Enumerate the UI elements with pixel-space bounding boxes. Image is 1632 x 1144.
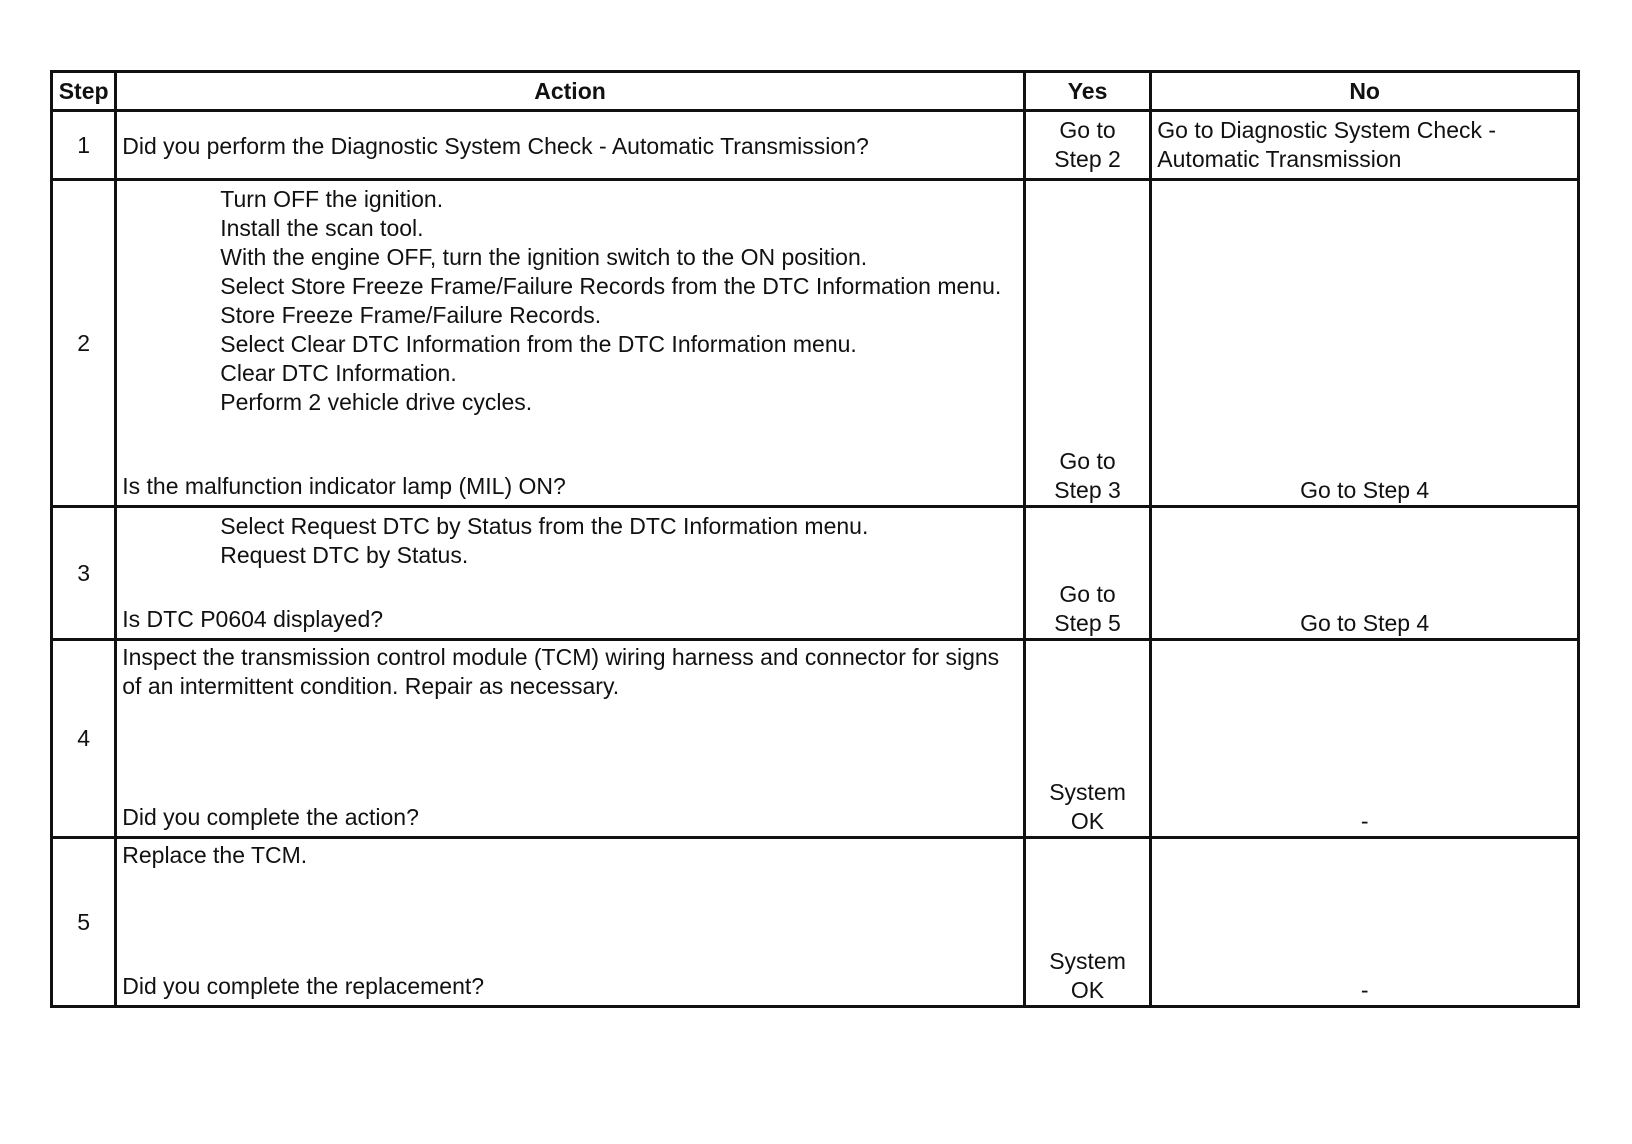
yes-line: Go to <box>1059 448 1116 474</box>
action-question: Is the malfunction indicator lamp (MIL) ON? <box>122 473 566 499</box>
table-row <box>52 838 1579 1007</box>
sub-step: Turn OFF the ignition. <box>220 186 444 212</box>
header-yes: Yes <box>1024 72 1150 111</box>
table-row <box>52 507 1579 640</box>
yes-line: OK <box>1070 977 1105 1003</box>
table-row <box>52 180 1579 507</box>
action-cell <box>116 640 1025 838</box>
sub-step: Perform 2 vehicle drive cycles. <box>220 389 533 415</box>
table-row <box>52 111 1579 180</box>
action-text: Inspect the transmission control module (TCM) wiring harness and connector for signs of an intermittent condition. Repair as necessary. <box>122 644 1000 699</box>
no-line: Go to Step 4 <box>1300 610 1430 636</box>
sub-step: Select Request DTC by Status from the DTC Information menu. <box>220 513 869 539</box>
step-number: 1 <box>52 111 116 180</box>
no-line: - <box>1360 808 1369 834</box>
yes-line: Step 2 <box>1054 146 1121 172</box>
header-action: Action <box>116 72 1025 111</box>
yes-cell <box>1024 640 1150 838</box>
header-row <box>52 72 1579 111</box>
yes-line: Go to <box>1059 117 1116 143</box>
action-cell <box>116 507 1025 640</box>
yes-line: System <box>1049 779 1126 805</box>
no-line: - <box>1360 977 1369 1003</box>
sub-step: Request DTC by Status. <box>220 542 469 568</box>
no-cell <box>1151 180 1579 507</box>
no-cell <box>1151 640 1579 838</box>
no-line: Automatic Transmission <box>1157 146 1402 172</box>
step-number: 4 <box>52 640 116 838</box>
action-question: Is DTC P0604 displayed? <box>122 606 384 632</box>
yes-line: Go to <box>1059 581 1116 607</box>
sub-step: With the engine OFF, turn the ignition switch to the ON position. <box>220 244 868 270</box>
action-sub-steps <box>117 508 1023 570</box>
yes-cell <box>1024 507 1150 640</box>
no-cell <box>1151 838 1579 1007</box>
action-question: Did you complete the replacement? <box>122 973 485 999</box>
yes-answer <box>1049 947 1126 1005</box>
no-line: Go to Diagnostic System Check - <box>1157 117 1497 143</box>
action-question: Did you complete the action? <box>122 804 419 830</box>
step-number: 5 <box>52 838 116 1007</box>
yes-line: OK <box>1070 808 1105 834</box>
action-cell <box>116 838 1025 1007</box>
action-cell <box>116 111 1025 180</box>
table-row <box>52 640 1579 838</box>
yes-cell <box>1024 838 1150 1007</box>
yes-answer <box>1054 447 1121 505</box>
sub-step: Store Freeze Frame/Failure Records. <box>220 302 602 328</box>
no-line: Go to Step 4 <box>1300 477 1430 503</box>
sub-step: Clear DTC Information. <box>220 360 457 386</box>
step-number: 3 <box>52 507 116 640</box>
sub-step: Select Clear DTC Information from the DTC Information menu. <box>220 331 857 357</box>
yes-line: Step 5 <box>1054 610 1121 636</box>
header-step: Step <box>52 72 116 111</box>
yes-cell <box>1024 111 1150 180</box>
sub-step: Install the scan tool. <box>220 215 424 241</box>
yes-answer <box>1054 580 1121 638</box>
header-no: No <box>1151 72 1579 111</box>
action-text: Did you perform the Diagnostic System Check - Automatic Transmission? <box>122 132 869 159</box>
yes-cell <box>1024 180 1150 507</box>
step-number: 2 <box>52 180 116 507</box>
action-sub-steps <box>117 181 1023 417</box>
no-cell <box>1151 507 1579 640</box>
yes-answer <box>1054 116 1121 174</box>
yes-answer <box>1049 778 1126 836</box>
diagnostic-table-container <box>50 70 1580 1008</box>
sub-step: Select Store Freeze Frame/Failure Records from the DTC Information menu. <box>220 273 1002 299</box>
action-text: Replace the TCM. <box>122 842 308 868</box>
yes-line: Step 3 <box>1054 477 1121 503</box>
diagnostic-steps-table <box>50 70 1580 1008</box>
yes-line: System <box>1049 948 1126 974</box>
no-cell <box>1151 111 1579 180</box>
action-cell <box>116 180 1025 507</box>
